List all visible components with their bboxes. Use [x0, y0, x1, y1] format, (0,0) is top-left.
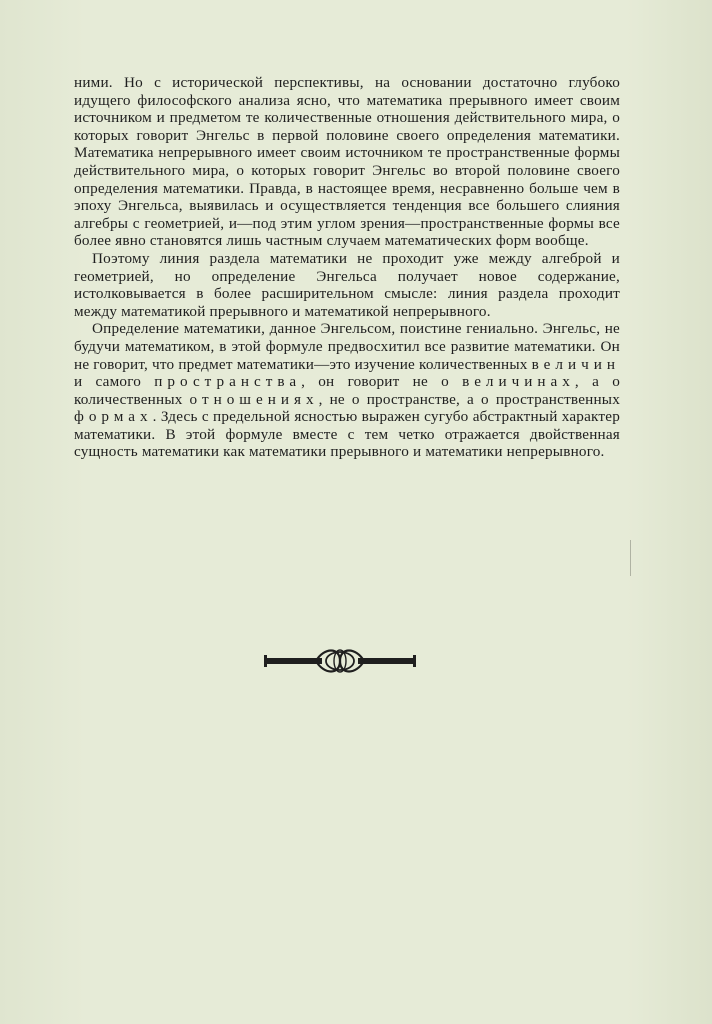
text-run: . Здесь с предельной ясностью выражен сугубо абстрактный характер математики. В этой формуле вместе с тем четко отражается двойственная сущность математики как математики прерывного и математики непрерывного. [74, 408, 620, 461]
paragraph-2: Поэтому линия раздела математики не проходит уже между алгеброй и геометрией, но определение Энгельса получает новое содержание, истолковывается в более расширительном смысле: линия раздела проходит между математикой прерывного и математикой непрерывного. [74, 249, 620, 320]
emphasis-run: величин [531, 355, 620, 373]
ornament-divider-icon [262, 643, 418, 679]
body-text [74, 74, 620, 461]
text-run: , не о пространстве, а о пространственных [318, 390, 620, 408]
paragraph-3 [74, 320, 620, 461]
paragraph-1: ними. Но с исторической перспективы, на основании достаточно глубоко идущего философского анализа ясно, что математика прерывного имеет своим источником и предметом те количественные отношения действительного мира, о которых говорит Энгельс в первой половине своего определения математики. Математика непрерывного имеет своим источником те пространственные формы действительного мира, о которых говорит Энгельс во второй половине своего определения математики. Правда, в настоящее время, несравненно больше чем в эпоху Энгельса, выявилась и осуществляется тенденция все большего слияния алгебры с геометрией, и—под этим углом зрения—пространственные формы все более явно становятся лишь частным случаем математических форм вообще. [74, 74, 620, 250]
text-run: Определение математики, данное Энгельсом, поистине гениально. Энгельс, не будучи математиком, в этой формуле предвосхитил все развитие математики. Он не говорит, что предмет математики—это изучение количественных [74, 320, 620, 373]
text-run: , а о количественных [74, 373, 621, 408]
emphasis-run: величинах [462, 373, 575, 391]
text-run: и самого [74, 373, 155, 391]
page-edge-mark [622, 540, 631, 576]
emphasis-run: отношениях [189, 390, 319, 408]
emphasis-run: формах [74, 408, 153, 426]
text-run: , он говорит не о [301, 373, 463, 391]
emphasis-run: пространства [154, 373, 302, 391]
